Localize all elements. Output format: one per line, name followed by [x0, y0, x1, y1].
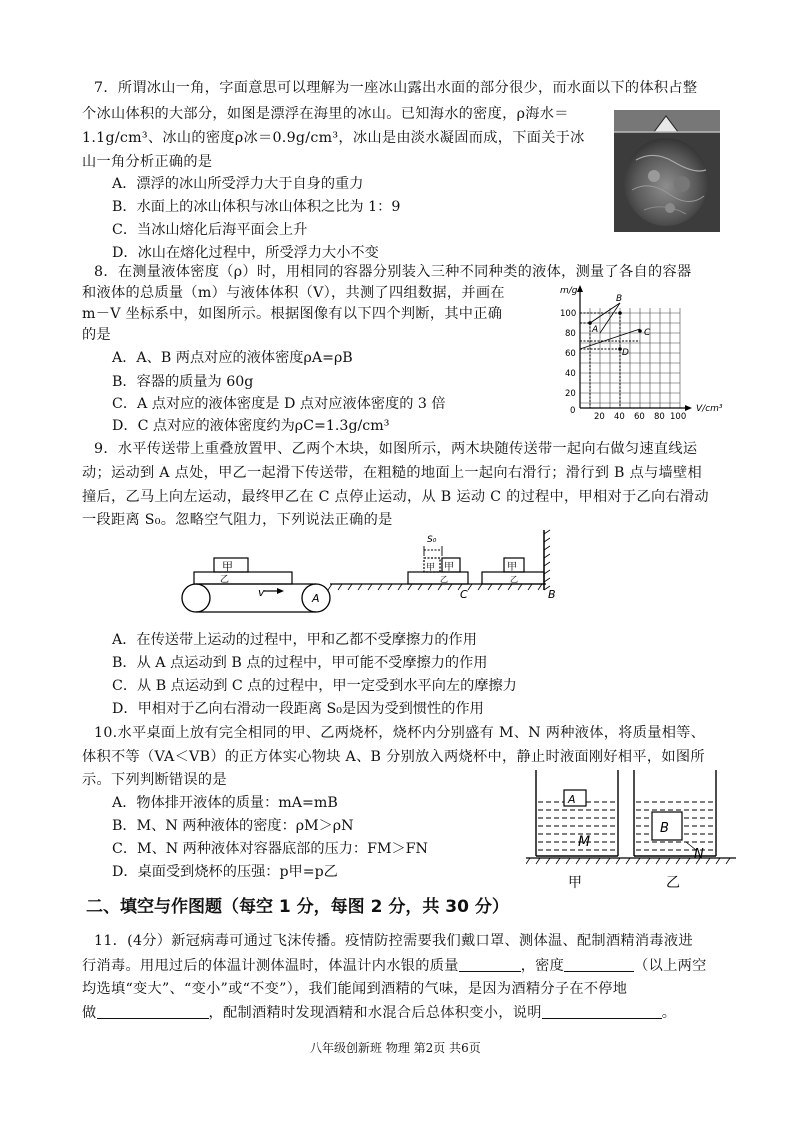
q9-line-2: 动；运动到 A 点处，甲乙一起滑下传送带，在粗糙的地面上一起向右滑行；滑行到 B 点与墙壁相 [82, 465, 703, 481]
graph-x-tick: 40 [614, 412, 625, 422]
graph-y-unit: m/g [560, 286, 578, 296]
section-2-title: 二、填空与作图题（每空 1 分，每图 2 分，共 30 分） [86, 897, 509, 917]
q8-option-c: C．A 点对应的液体密度是 D 点对应液体密度的 3 倍 [112, 396, 446, 412]
liquid-n-label: N [694, 847, 704, 862]
graph-point-b: B [616, 294, 623, 304]
q10-line-1: 10.水平桌面上放有完全相同的甲、乙两烧杯，烧杯内分别盛有 M、N 两种液体，将质量相等、 [94, 725, 706, 741]
graph-y-tick: 20 [565, 389, 576, 399]
molecule-motion-blank[interactable] [97, 1005, 209, 1019]
graph-point-d: D [622, 348, 629, 358]
q7-line-2: 个冰山体积的大部分，如图是漂浮在海里的冰山。已知海水的密度，ρ海水＝ [82, 106, 569, 122]
bottom-block-label: 乙 [220, 575, 230, 585]
graph-x-tick: 20 [594, 412, 605, 422]
wall-bottom-block-label: 乙 [510, 575, 518, 584]
q8-line-4: 的是 [82, 327, 111, 343]
q9-option-a: A．在传送带上运动的过程中，甲和乙都不受摩擦力的作用 [112, 632, 477, 648]
q7-option-b: B．水面上的冰山体积与冰山体积之比为 1：9 [112, 199, 401, 215]
q10-option-b: B．M、N 两种液体的密度：ρM＞ρN [112, 818, 354, 834]
q9-option-b: B．从 A 点运动到 B 点的过程中，甲可能不受摩擦力的作用 [112, 655, 488, 671]
q11-line-4 [82, 1005, 676, 1020]
mixing-conclusion-blank[interactable] [542, 1005, 662, 1019]
graph-y-tick: 40 [565, 369, 576, 379]
conveyor-belt-figure [176, 528, 586, 620]
q9-line-1: 9．水平传送带上重叠放置甲、乙两个木块，如图所示，两木块随传送带一起向右做匀速直线运 [94, 441, 698, 457]
page-footer: 八年级创新班 物理 第2页 共6页 [310, 1041, 481, 1055]
q8-option-b: B．容器的质量为 60g [112, 374, 254, 390]
iceberg-photo [614, 110, 720, 232]
beakers-figure [526, 766, 736, 892]
c-top-block-ghost: 甲 [426, 563, 436, 573]
beaker-right-label: 乙 [666, 875, 680, 891]
q8-line-2: 和液体的总质量（m）与液体体积（V），共测了四组数据，并画在 [82, 285, 505, 301]
q11-line-4-b: ，配制酒精时发现酒精和水混合后总体积变小，说明 [208, 1005, 542, 1021]
graph-point-c: C [644, 328, 651, 338]
graph-y-tick: 100 [560, 309, 577, 319]
graph-y-tick: 60 [565, 349, 576, 359]
graph-y-tick: 80 [565, 329, 576, 339]
q11-line-4-c: 。 [661, 1005, 677, 1021]
graph-y-tick: 0 [570, 406, 576, 416]
graph-x-unit: V/cm³ [696, 404, 723, 414]
q7-option-d: D．冰山在熔化过程中，所受浮力大小不变 [112, 245, 379, 261]
c-bottom-block-label: 乙 [440, 575, 448, 584]
q11-line-2 [82, 958, 707, 973]
graph-x-tick: 80 [654, 412, 665, 422]
q10-option-a: A．物体排开液体的质量：mA=mB [112, 795, 338, 811]
q10-option-d: D．桌面受到烧杯的压强：p甲=p乙 [112, 864, 338, 880]
block-b-label: B [660, 821, 669, 836]
q8-line-1: 8．在测量液体密度（ρ）时，用相同的容器分别装入三种不同种类的液体，测量了各自的容器 [94, 264, 692, 280]
graph-x-tick: 100 [670, 412, 687, 422]
q8-option-a: A．A、B 两点对应的液体密度ρA=ρB [112, 350, 353, 366]
q11-line-4-a: 做 [82, 1005, 97, 1021]
top-block-label: 甲 [222, 560, 233, 573]
c-top-block-label: 甲 [444, 562, 454, 573]
q11-line-2-b: ，密度 [520, 958, 565, 974]
q7-line-3: 1.1g/cm³、冰山的密度ρ冰＝0.9g/cm³，冰山是由淡水凝固而成，下面关于冰 [82, 130, 585, 146]
graph-x-tick: 60 [634, 412, 645, 422]
q10-line-2: 体积不等（VA＜VB）的正方体实心物块 A、B 分别放入两烧杯中，静止时液面刚好相平，如图所 [82, 749, 705, 765]
q7-line-4: 山一角分析正确的是 [82, 154, 213, 170]
q11-line-1: 11．(4分）新冠病毒可通过飞沫传播。疫情防控需要我们戴口罩、测体温、配制酒精消毒液进 [94, 933, 693, 949]
q7-line-1: 7．所谓冰山一角，字面意思可以理解为一座冰山露出水面的部分很少，而水面以下的体积占整 [94, 80, 698, 96]
q11-line-2-c: （以上两空 [634, 958, 707, 974]
beaker-left-label: 甲 [568, 875, 582, 891]
q8-line-3: m－V 坐标系中，如图所示。根据图像有以下四个判断，其中正确 [82, 306, 503, 322]
q10-option-c: C．M、N 两种液体对容器底部的压力：FM＞FN [112, 841, 428, 857]
q9-option-c: C．从 B 点运动到 C 点的过程中，甲一定受到水平向左的摩擦力 [112, 678, 517, 694]
distance-s0-label: S₀ [427, 535, 437, 545]
speed-label: v [258, 586, 265, 599]
block-a-label: A [568, 793, 576, 806]
point-b-label: B [548, 588, 556, 601]
point-a-label: A [312, 592, 320, 605]
q9-line-4: 一段距离 S₀。忽略空气阻力，下列说法正确的是 [82, 512, 393, 528]
q11-line-3: 均选填“变大”、“变小”或“不变”），我们能闻到酒精的气味，是因为酒精分子在不停地 [82, 981, 628, 997]
q10-line-3: 示。下列判断错误的是 [82, 772, 227, 788]
m-v-graph [556, 283, 746, 423]
q9-option-d: D．甲相对于乙向右滑动一段距离 S₀是因为受到惯性的作用 [112, 701, 484, 717]
q9-line-3: 撞后，乙马上向左运动，最终甲乙在 C 点停止运动，从 B 运动 C 的过程中，甲相对于乙向右滑动 [82, 489, 709, 505]
mass-answer-blank[interactable] [459, 958, 521, 972]
q7-option-c: C．当冰山熔化后海平面会上升 [112, 222, 308, 238]
point-c-label: C [460, 588, 468, 601]
liquid-m-label: M [578, 834, 591, 850]
q7-option-a: A．漂浮的冰山所受浮力大于自身的重力 [112, 176, 364, 192]
q8-option-d: D．C 点对应的液体密度约为ρC=1.3g/cm³ [112, 418, 390, 434]
wall-top-block-label: 甲 [507, 562, 517, 573]
density-answer-blank[interactable] [564, 958, 634, 972]
graph-point-a: A [592, 325, 599, 335]
q11-line-2-a: 行消毒。用甩过后的体温计测体温时，体温计内水银的质量 [82, 958, 459, 974]
